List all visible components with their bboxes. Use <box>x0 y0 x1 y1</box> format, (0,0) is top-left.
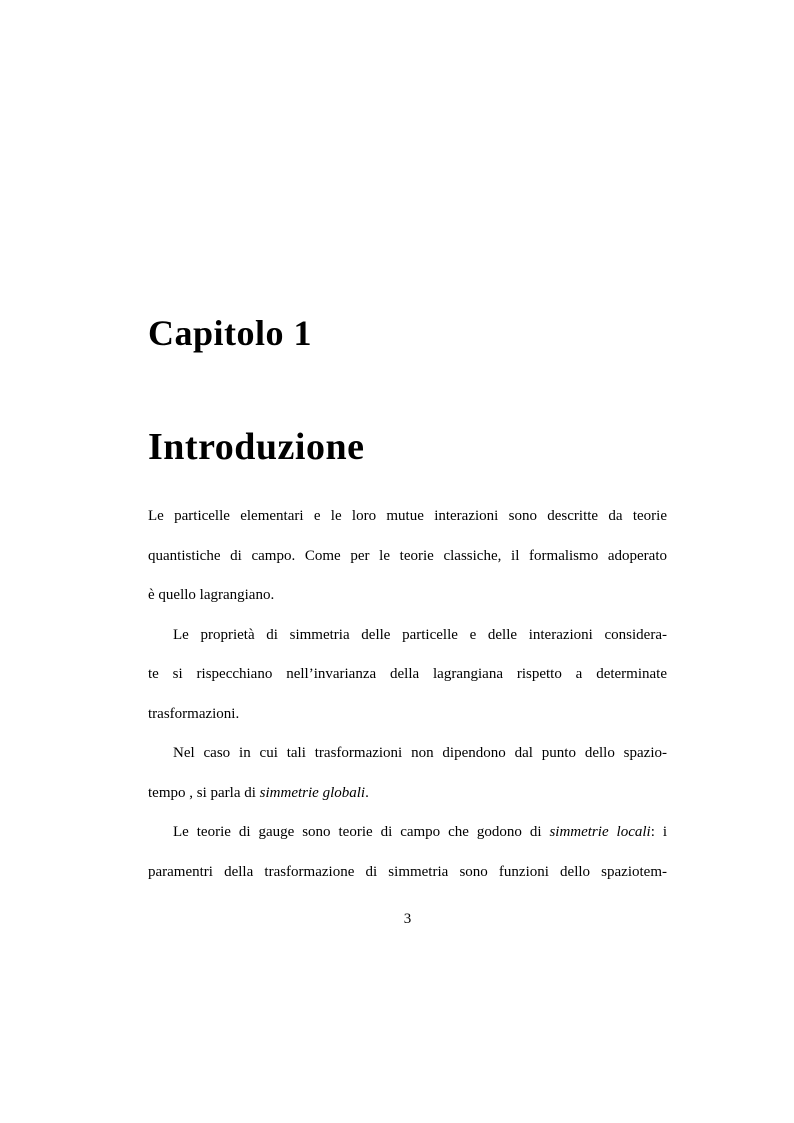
text-segment: te si rispecchiano nell’invarianza della lagrangiana rispetto a determinate <box>148 666 667 682</box>
body-line-text <box>173 616 667 656</box>
body-lines <box>148 497 667 892</box>
body-line-text <box>173 734 667 774</box>
body-line <box>148 576 667 616</box>
text-segment: quantistiche di campo. Come per le teorie classiche, il formalismo adoperato <box>148 547 667 564</box>
body-line-text <box>148 695 239 735</box>
body-line <box>148 774 667 814</box>
text-segment: tempo , si parla di <box>148 784 260 801</box>
body-line <box>148 853 667 893</box>
body-line <box>148 695 667 735</box>
chapter-number-heading: Capitolo 1 <box>148 313 313 354</box>
text-segment: . <box>365 784 369 801</box>
body-line-text <box>148 497 667 537</box>
text-segment: : i <box>650 824 667 840</box>
text-segment: paramentri della trasformazione di simmetria sono funzioni dello spaziotem- <box>148 863 667 880</box>
text-segment: è quello lagrangiano. <box>148 587 275 603</box>
italic-term: simmetrie globali <box>259 784 366 801</box>
body-line <box>148 497 667 537</box>
text-segment: Nel caso in cui tali trasformazioni non dipendono dal punto dello spazio- <box>173 745 667 761</box>
text-segment: Le teorie di gauge sono teorie di campo che godono di <box>173 824 550 840</box>
body-line <box>148 813 667 853</box>
chapter-title-heading: Introduzione <box>148 425 365 468</box>
body-line-text <box>148 655 667 695</box>
body-line <box>148 537 667 577</box>
body-line <box>148 655 667 695</box>
italic-term: simmetrie locali <box>549 824 651 840</box>
text-segment: trasformazioni. <box>148 705 240 722</box>
body-line-text <box>148 774 369 814</box>
text-segment: Le proprietà di simmetria delle particelle e delle interazioni considera- <box>173 626 667 643</box>
page-number: 3 <box>403 911 412 927</box>
body-line-text <box>148 576 274 616</box>
text-segment: Le particelle elementari e le loro mutue interazioni sono descritte da teorie <box>148 508 667 524</box>
body-line-text <box>148 537 667 577</box>
body-line <box>148 734 667 774</box>
body-line-text <box>148 853 667 893</box>
body-line-text <box>173 813 667 853</box>
body-line <box>148 616 667 656</box>
